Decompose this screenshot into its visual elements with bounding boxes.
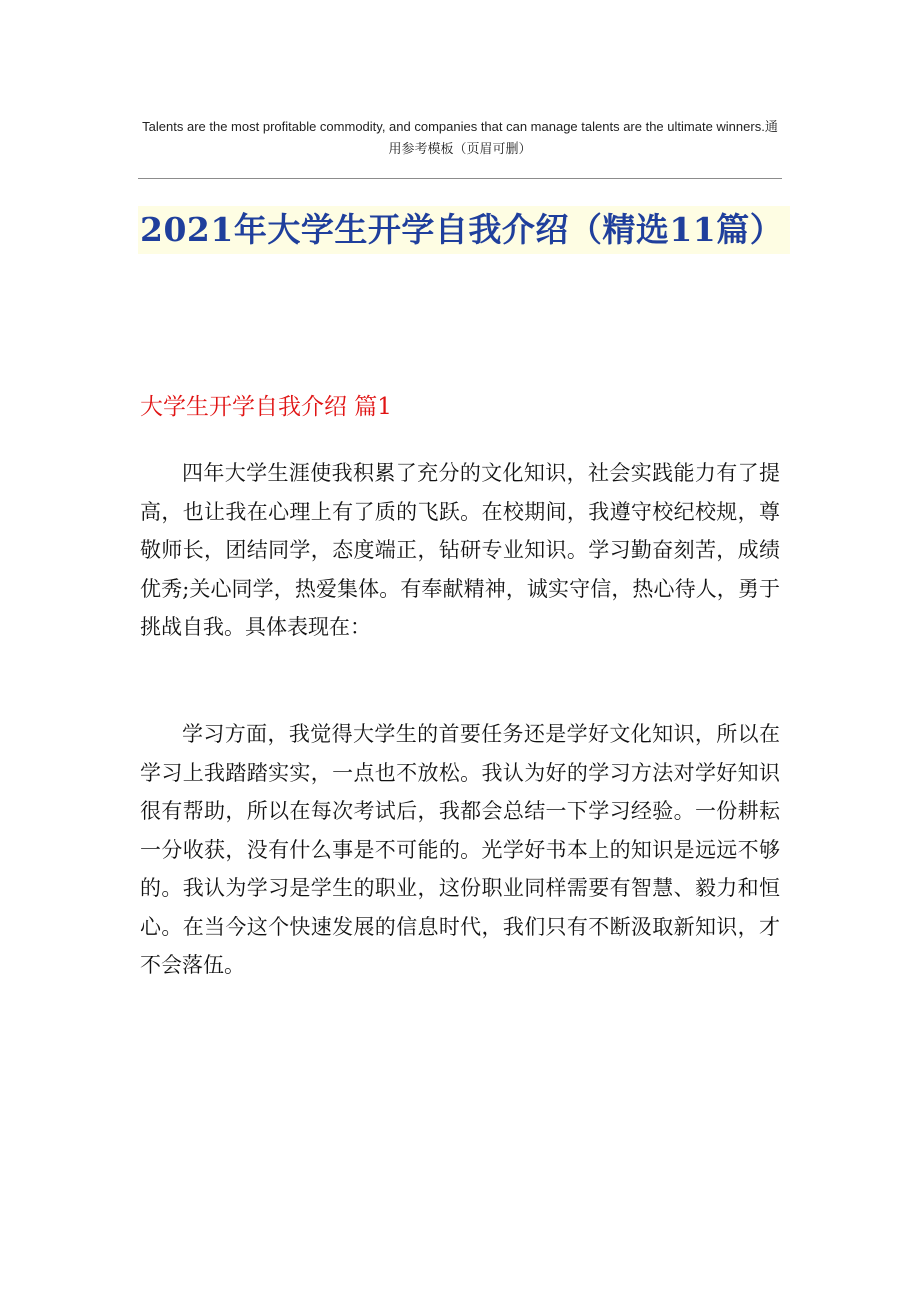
body-paragraph-2: 学习方面，我觉得大学生的首要任务还是学好文化知识，所以在学习上我踏踏实实，一点也不放松。我认为好的学习方法对学好知识很有帮助，所以在每次考试后，我都会总结一下学习经验。一份耕耘一分收获，没有什么事是不可能的。光学好书本上的知识是远远不够的。我认为学习是学生的职业，这份职业同样需要有智慧、毅力和恒心。在当今这个快速发展的信息时代，我们只有不断汲取新知识，才不会落伍。 (140, 722, 780, 977)
body-paragraph-1: 四年大学生涯使我积累了充分的文化知识，社会实践能力有了提高，也让我在心理上有了质的飞跃。在校期间，我遵守校纪校规，尊敬师长，团结同学，态度端正，钻研专业知识。学习勤奋刻苦，成绩优秀;关心同学，热爱集体。有奉献精神，诚实守信，热心待人，勇于挑战自我。具体表现在： (140, 461, 780, 639)
document-title: 2021年大学生开学自我介绍（精选11篇） (140, 210, 784, 249)
header-divider (138, 178, 782, 179)
page-header: Talents are the most profitable commodity, and companies that can manage talents are the ultimate winners.通用参考模板（页眉可删） (142, 119, 778, 156)
section-heading: 大学生开学自我介绍 篇1 (140, 394, 392, 420)
